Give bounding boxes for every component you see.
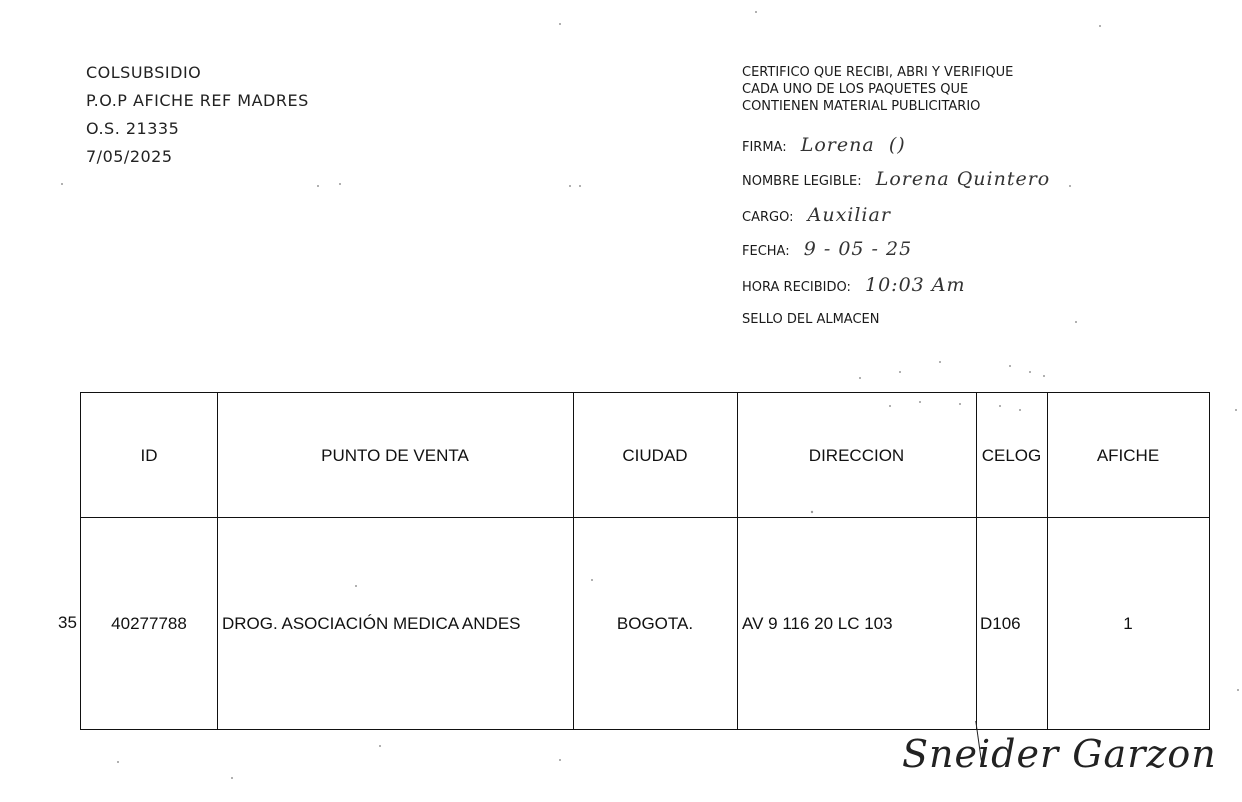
- fecha-label: FECHA:: [742, 244, 790, 259]
- certification-line-2: CADA UNO DE LOS PAQUETES QUE: [742, 82, 969, 97]
- cargo-handwritten: Auxiliar: [807, 204, 891, 226]
- cell-afiche: 1: [1123, 614, 1133, 633]
- header-id: ID: [140, 446, 158, 465]
- cell-id: 40277788: [111, 614, 187, 633]
- cell-punto-de-venta: DROG. ASOCIACIÓN MEDICA ANDES: [222, 614, 521, 633]
- cell-celog: D106: [980, 614, 1021, 633]
- firma-handwritten: Lorena: [800, 134, 875, 156]
- header-divider: [81, 517, 1209, 518]
- fecha-handwritten: 9 - 05 - 25: [803, 238, 913, 260]
- document-header: [86, 62, 309, 174]
- sello-label: SELLO DEL ALMACEN: [742, 312, 880, 327]
- nombre-label: NOMBRE LEGIBLE:: [742, 174, 862, 189]
- firma-mark: (): [888, 134, 906, 156]
- column-divider: [737, 393, 738, 729]
- delivery-table: [80, 392, 1210, 730]
- reference-line: P.O.P AFICHE REF MADRES: [86, 91, 309, 110]
- handwritten-signature: Sneider Garzon: [902, 732, 1217, 776]
- nombre-row: [742, 168, 1050, 190]
- nombre-handwritten: Lorena Quintero: [875, 168, 1051, 190]
- cell-ciudad: BOGOTA.: [616, 614, 694, 633]
- column-divider: [1047, 393, 1048, 729]
- header-punto-de-venta: PUNTO DE VENTA: [321, 446, 469, 465]
- hora-row: [742, 274, 966, 296]
- order-number: O.S. 21335: [86, 119, 180, 138]
- firma-label: FIRMA:: [742, 140, 787, 155]
- column-divider: [573, 393, 574, 729]
- cell-direccion: AV 9 116 20 LC 103: [742, 614, 893, 633]
- hora-label: HORA RECIBIDO:: [742, 280, 851, 295]
- column-divider: [976, 393, 977, 729]
- header-afiche: AFICHE: [1096, 446, 1160, 465]
- column-divider: [217, 393, 218, 729]
- cargo-label: CARGO:: [742, 210, 794, 225]
- fecha-row: [742, 238, 912, 260]
- document-date: 7/05/2025: [86, 147, 173, 166]
- row-number: 35: [58, 613, 77, 632]
- cargo-row: [742, 204, 891, 226]
- header-direccion: DIRECCION: [808, 446, 905, 465]
- certification-line-1: CERTIFICO QUE RECIBI, ABRI Y VERIFIQUE: [742, 65, 1014, 80]
- company-name: COLSUBSIDIO: [86, 63, 202, 82]
- receipt-certification: [742, 64, 1222, 327]
- firma-row: [742, 134, 906, 156]
- sello-row: [742, 312, 879, 327]
- certification-line-3: CONTIENEN MATERIAL PUBLICITARIO: [742, 99, 981, 114]
- certification-text: [742, 64, 1222, 115]
- header-celog: CELOG: [981, 446, 1042, 465]
- hora-handwritten: 10:03 Am: [864, 274, 966, 296]
- header-ciudad: CIUDAD: [622, 446, 688, 465]
